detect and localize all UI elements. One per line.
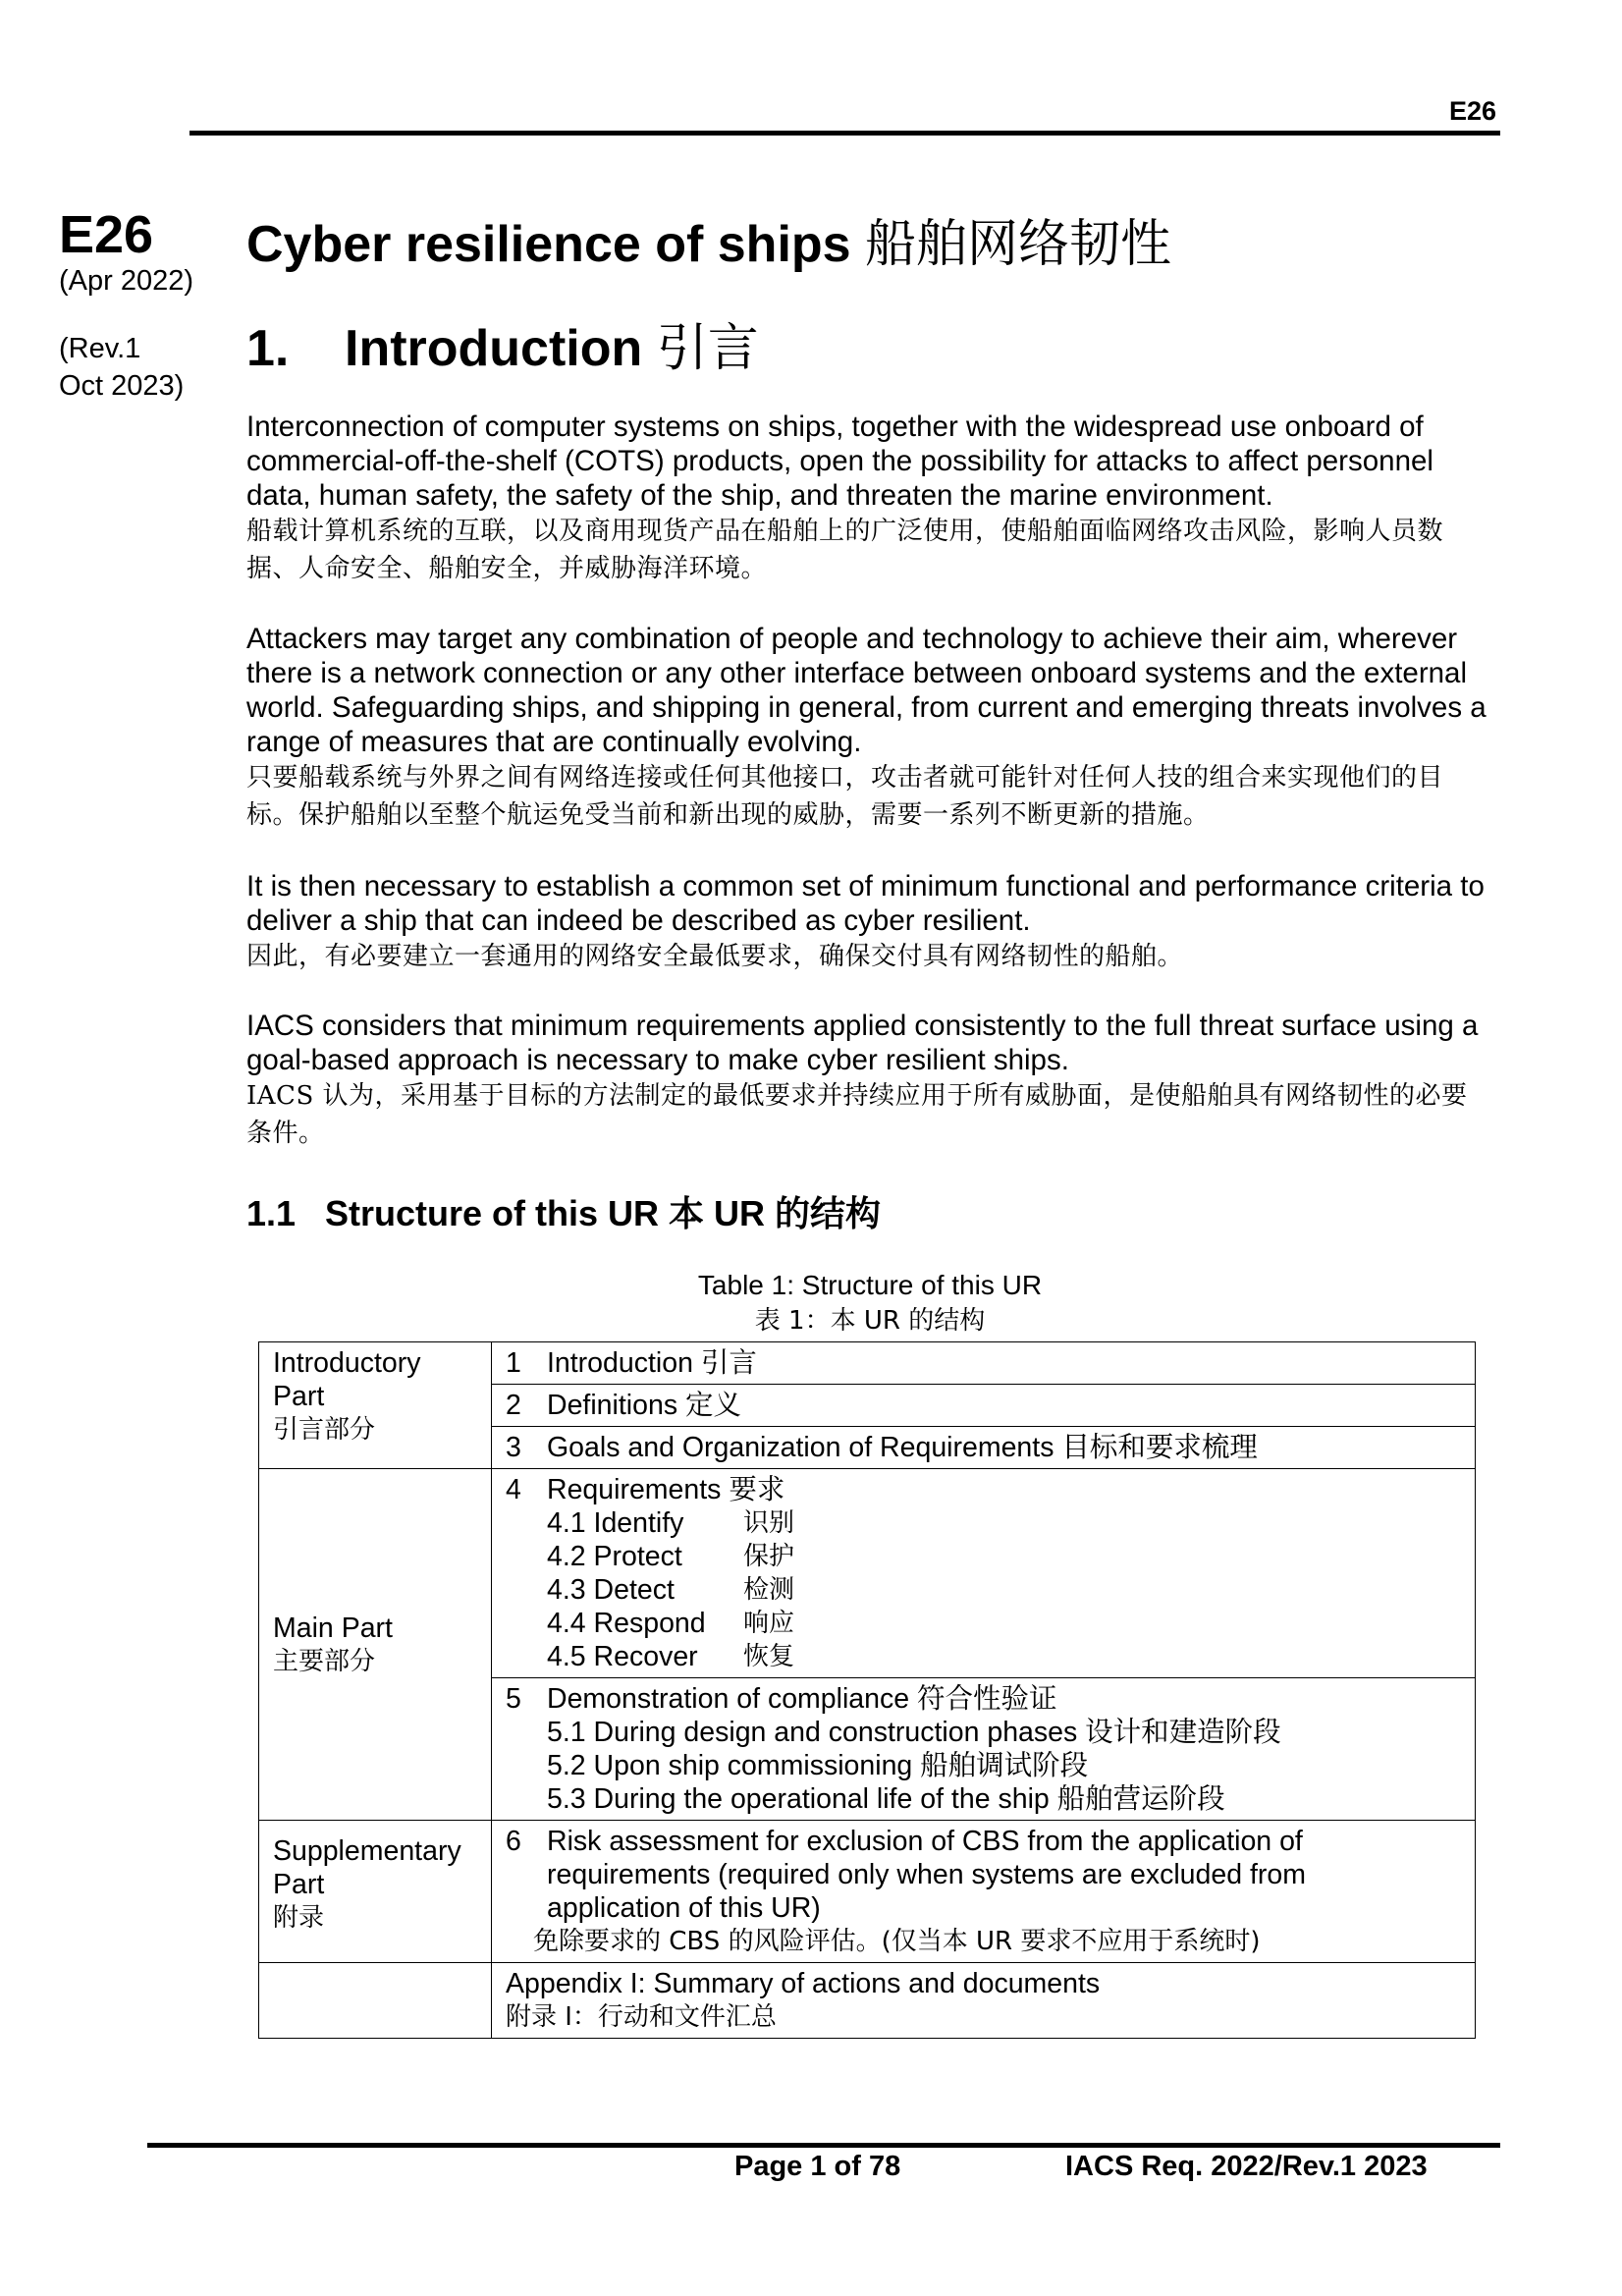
sub-item-en: 4.2 Protect bbox=[547, 1541, 682, 1572]
part-main bbox=[259, 1469, 492, 1821]
part-label-zh: 主要部分 bbox=[273, 1646, 376, 1676]
table-row bbox=[259, 1963, 1476, 2039]
table-caption-zh: 表 1：本 UR 的结构 bbox=[754, 1306, 986, 1336]
table-cell bbox=[492, 1427, 1476, 1469]
revision-line-2: Oct 2023) bbox=[59, 370, 185, 402]
page-title bbox=[246, 202, 1171, 276]
page-title-en: Cyber resilience of ships bbox=[246, 216, 866, 273]
row-text: Definitions 定义 bbox=[547, 1390, 741, 1421]
section-title-en: Introduction bbox=[345, 320, 657, 377]
part-introductory bbox=[259, 1342, 492, 1469]
table-cell bbox=[492, 1821, 1476, 1963]
sub-item-en: 4.4 Respond bbox=[547, 1608, 706, 1639]
row-text-cont: requirements (required only when systems are excluded from bbox=[547, 1859, 1307, 1890]
row-text: Goals and Organization of Requirements 目标和要求梳理 bbox=[547, 1432, 1258, 1463]
sub-item-en: 4.5 Recover bbox=[547, 1641, 698, 1672]
sub-item: 5.2 Upon ship commissioning 船舶调试阶段 bbox=[547, 1750, 1089, 1781]
page-title-cn: 船舶网络韧性 bbox=[865, 215, 1172, 274]
paragraph bbox=[246, 410, 1493, 587]
section-number: 1. bbox=[246, 320, 290, 377]
sidebar-code: E26 bbox=[59, 205, 154, 264]
sub-item bbox=[506, 1573, 1461, 1607]
subsection-number: 1.1 bbox=[246, 1193, 297, 1233]
row-number: 6 bbox=[506, 1826, 521, 1857]
row-text: Risk assessment for exclusion of CBS from the application of bbox=[547, 1826, 1303, 1857]
paragraph-en: Attackers may target any combination of people and technology to achieve their aim, wherever there is a network connection or any other interface between onboard systems and the external world. Safeguarding ships, and shipping in general, from current and emerging threats involves a range of measures that are continually evolving. bbox=[246, 623, 1487, 758]
sub-item-zh: 保护 bbox=[743, 1542, 795, 1571]
part-label: Part bbox=[273, 1381, 325, 1412]
row-number: 5 bbox=[506, 1683, 521, 1715]
row-number: 2 bbox=[506, 1390, 521, 1421]
paragraph bbox=[246, 869, 1493, 975]
table-cell bbox=[492, 1342, 1476, 1385]
row-number: 1 bbox=[506, 1347, 521, 1379]
table-row bbox=[259, 1342, 1476, 1385]
header-rule bbox=[189, 131, 1500, 136]
paragraph-zh: IACS 认为，采用基于目标的方法制定的最低要求并持续应用于所有威胁面，是使船舶具有网络韧性的必要条件。 bbox=[246, 1081, 1468, 1148]
part-supplementary bbox=[259, 1821, 492, 1963]
revision-line-1: (Rev.1 bbox=[59, 333, 141, 364]
sub-item-zh: 识别 bbox=[743, 1508, 795, 1538]
sidebar-revision bbox=[59, 330, 184, 405]
sub-item-zh: 检测 bbox=[743, 1575, 795, 1605]
row-text-cont: application of this UR) bbox=[547, 1892, 821, 1924]
part-label: Main Part bbox=[273, 1612, 393, 1644]
part-label-zh: 附录 bbox=[273, 1903, 325, 1933]
document-reference: IACS Req. 2022/Rev.1 2023 bbox=[1065, 2151, 1428, 2182]
part-label: Part bbox=[273, 1869, 325, 1900]
row-text-zh: 免除要求的 CBS 的风险评估。(仅当本 UR 要求不应用于系统时) bbox=[533, 1927, 1261, 1956]
section-heading-introduction bbox=[246, 306, 759, 380]
part-empty bbox=[259, 1963, 492, 2039]
sub-item-en: 4.1 Identify bbox=[547, 1507, 684, 1539]
header-code: E26 bbox=[1448, 96, 1496, 126]
sub-item bbox=[506, 1506, 1461, 1540]
structure-table bbox=[258, 1341, 1476, 2039]
sub-item bbox=[506, 1607, 1461, 1640]
appendix-zh: 附录 I：行动和文件汇总 bbox=[506, 2002, 777, 2032]
row-number: 4 bbox=[506, 1474, 521, 1505]
sub-item: 5.3 During the operational life of the ship 船舶营运阶段 bbox=[547, 1783, 1225, 1815]
row-text: Demonstration of compliance 符合性验证 bbox=[547, 1683, 1057, 1715]
paragraph-en: It is then necessary to establish a common set of minimum functional and performance criteria to deliver a ship that can indeed be described as cyber resilient. bbox=[246, 870, 1485, 937]
paragraph bbox=[246, 622, 1493, 834]
part-label: Supplementary bbox=[273, 1835, 461, 1867]
row-number: 3 bbox=[506, 1432, 521, 1463]
table-cell bbox=[492, 1678, 1476, 1821]
sub-item-zh: 响应 bbox=[743, 1609, 795, 1638]
table-caption-en: Table 1: Structure of this UR bbox=[697, 1270, 1043, 1300]
subsection-heading-structure bbox=[246, 1186, 881, 1236]
paragraph-zh: 因此，有必要建立一套通用的网络安全最低要求，确保交付具有网络韧性的船舶。 bbox=[246, 942, 1184, 971]
table-row bbox=[259, 1469, 1476, 1678]
part-label-zh: 引言部分 bbox=[273, 1415, 376, 1445]
paragraph-en: IACS considers that minimum requirements applied consistently to the full threat surface using a goal-based approach is necessary to make cyber resilient ships. bbox=[246, 1010, 1479, 1076]
sub-item: 5.1 During design and construction phases 设计和建造阶段 bbox=[547, 1717, 1281, 1748]
table-cell bbox=[492, 1963, 1476, 2039]
table-cell bbox=[492, 1469, 1476, 1678]
sub-item bbox=[506, 1540, 1461, 1573]
row-text: Requirements 要求 bbox=[547, 1474, 785, 1505]
page-number: Page 1 of 78 bbox=[734, 2151, 901, 2182]
row-text: Introduction 引言 bbox=[547, 1347, 757, 1379]
sub-item-en: 4.3 Detect bbox=[547, 1574, 675, 1606]
table-row bbox=[259, 1821, 1476, 1963]
paragraph-en: Interconnection of computer systems on ships, together with the widespread use onboard of commercial-off-the-shelf (COTS) products, open the possibility for attacks to affect personnel data, human safety, the safety of the ship, and threaten the marine environment. bbox=[246, 410, 1433, 512]
part-label: Introductory bbox=[273, 1347, 421, 1379]
paragraph-zh: 只要船载系统与外界之间有网络连接或任何其他接口，攻击者就可能针对任何人技的组合来实现他们的目标。保护船舶以至整个航运免受当前和新出现的威胁，需要一系列不断更新的措施。 bbox=[246, 763, 1444, 830]
paragraph bbox=[246, 1009, 1493, 1152]
sidebar-date: (Apr 2022) bbox=[59, 265, 194, 297]
paragraph-zh: 船载计算机系统的互联，以及商用现货产品在船舶上的广泛使用，使船舶面临网络攻击风险，影响人员数据、人命安全、船舶安全，并威胁海洋环境。 bbox=[246, 517, 1444, 583]
table-cell bbox=[492, 1385, 1476, 1427]
footer-rule bbox=[147, 2143, 1500, 2148]
sub-item-zh: 恢复 bbox=[743, 1642, 795, 1671]
subsection-title: Structure of this UR 本 UR 的结构 bbox=[325, 1193, 882, 1233]
appendix-en: Appendix I: Summary of actions and documents bbox=[506, 1968, 1101, 1999]
section-title-cn: 引言 bbox=[656, 319, 759, 378]
sub-item bbox=[506, 1640, 1461, 1673]
